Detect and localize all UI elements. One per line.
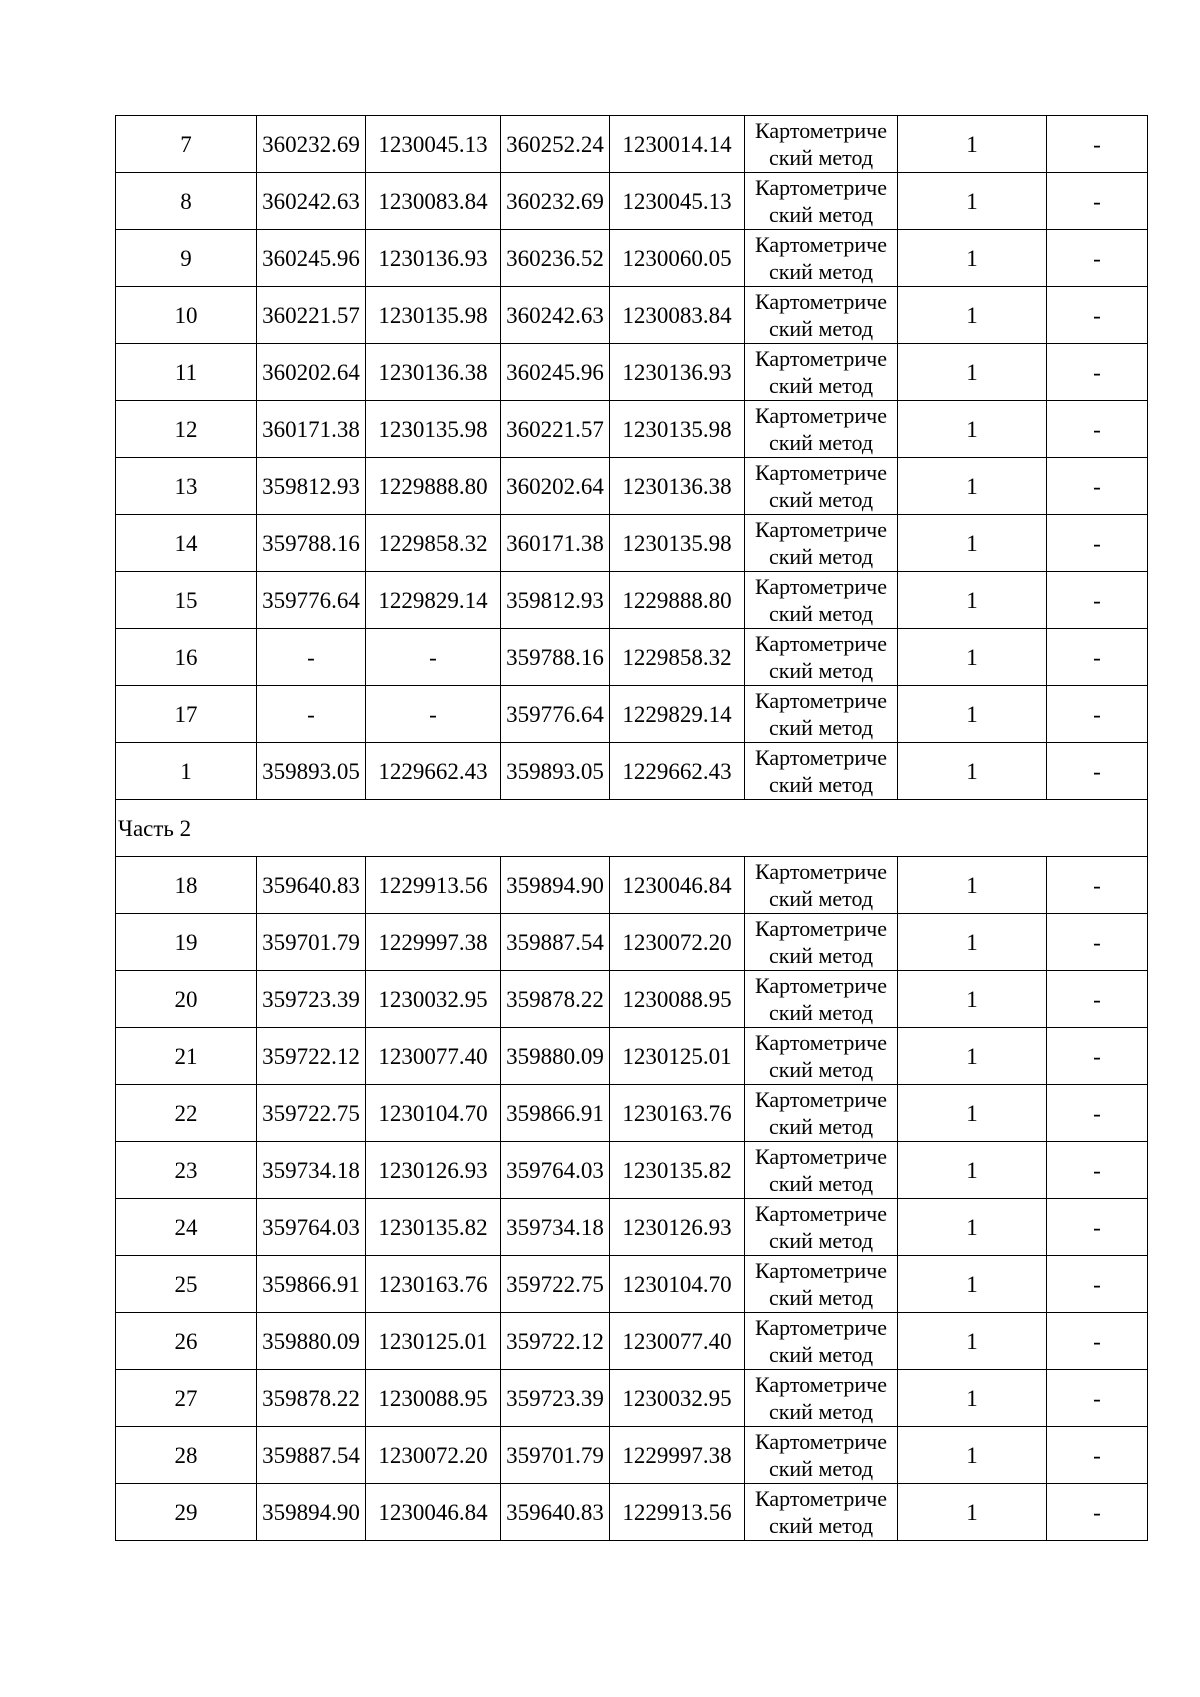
method-cell	[745, 1313, 898, 1370]
point-number-cell: 20	[116, 971, 257, 1028]
new-x-cell: 359722.75	[501, 1256, 610, 1313]
method-text-line2: ский метод	[768, 1399, 874, 1424]
note-cell: -	[1047, 1313, 1148, 1370]
new-y-cell: 1230135.98	[610, 401, 745, 458]
table-row	[116, 287, 1148, 344]
method-text-line1: Картометриче	[755, 1258, 887, 1283]
note-cell: -	[1047, 1484, 1148, 1541]
note-cell: -	[1047, 515, 1148, 572]
method-text-line2: ский метод	[768, 1171, 874, 1196]
table-row	[116, 572, 1148, 629]
new-y-cell: 1230014.14	[610, 116, 745, 173]
existing-y-cell: 1230126.93	[366, 1142, 501, 1199]
point-number-cell: 21	[116, 1028, 257, 1085]
method-text-line2: ский метод	[768, 1285, 874, 1310]
note-cell: -	[1047, 1085, 1148, 1142]
existing-y-cell: 1229888.80	[366, 458, 501, 515]
existing-y-cell: 1229662.43	[366, 743, 501, 800]
new-x-cell: 359887.54	[501, 914, 610, 971]
point-number-cell: 11	[116, 344, 257, 401]
table-row	[116, 857, 1148, 914]
method-text-line2: ский метод	[768, 544, 874, 569]
existing-y-cell: 1230104.70	[366, 1085, 501, 1142]
method-cell	[745, 1199, 898, 1256]
method-text-line2: ский метод	[768, 943, 874, 968]
existing-x-cell: 359722.12	[257, 1028, 366, 1085]
point-number-cell: 14	[116, 515, 257, 572]
method-cell	[745, 1142, 898, 1199]
method-cell	[745, 857, 898, 914]
existing-y-cell: 1230125.01	[366, 1313, 501, 1370]
point-number-cell: 10	[116, 287, 257, 344]
method-text-line2: ский метод	[768, 1342, 874, 1367]
point-number-cell: 8	[116, 173, 257, 230]
coordinates-table-body	[116, 116, 1148, 1541]
existing-x-cell: 359722.75	[257, 1085, 366, 1142]
method-cell	[745, 629, 898, 686]
new-x-cell: 360242.63	[501, 287, 610, 344]
method-cell	[745, 173, 898, 230]
method-text-line1: Картометриче	[755, 859, 887, 884]
note-cell: -	[1047, 1256, 1148, 1313]
method-text-line1: Картометриче	[755, 289, 887, 314]
accuracy-cell: 1	[898, 401, 1047, 458]
existing-y-cell: 1230135.98	[366, 287, 501, 344]
new-x-cell: 359764.03	[501, 1142, 610, 1199]
new-x-cell: 359893.05	[501, 743, 610, 800]
new-x-cell: 359880.09	[501, 1028, 610, 1085]
new-x-cell: 359812.93	[501, 572, 610, 629]
new-x-cell: 359776.64	[501, 686, 610, 743]
existing-x-cell: 359640.83	[257, 857, 366, 914]
method-text-line2: ский метод	[768, 145, 874, 170]
note-cell: -	[1047, 230, 1148, 287]
existing-x-cell: 359866.91	[257, 1256, 366, 1313]
point-number-cell: 22	[116, 1085, 257, 1142]
method-text-line1: Картометриче	[755, 1429, 887, 1454]
table-row	[116, 1427, 1148, 1484]
accuracy-cell: 1	[898, 629, 1047, 686]
new-y-cell: 1230135.82	[610, 1142, 745, 1199]
accuracy-cell: 1	[898, 1427, 1047, 1484]
note-cell: -	[1047, 287, 1148, 344]
method-cell	[745, 971, 898, 1028]
existing-x-cell: 359812.93	[257, 458, 366, 515]
existing-y-cell: 1230077.40	[366, 1028, 501, 1085]
method-cell	[745, 287, 898, 344]
existing-x-cell: -	[257, 629, 366, 686]
note-cell: -	[1047, 629, 1148, 686]
table-row	[116, 1313, 1148, 1370]
table-row	[116, 344, 1148, 401]
accuracy-cell: 1	[898, 458, 1047, 515]
existing-y-cell: 1230135.98	[366, 401, 501, 458]
existing-x-cell: 359893.05	[257, 743, 366, 800]
new-y-cell: 1230136.38	[610, 458, 745, 515]
accuracy-cell: 1	[898, 1484, 1047, 1541]
section-title: Часть 2	[116, 800, 1148, 857]
method-cell	[745, 344, 898, 401]
point-number-cell: 24	[116, 1199, 257, 1256]
new-y-cell: 1230104.70	[610, 1256, 745, 1313]
accuracy-cell: 1	[898, 515, 1047, 572]
point-number-cell: 15	[116, 572, 257, 629]
note-cell: -	[1047, 686, 1148, 743]
note-cell: -	[1047, 971, 1148, 1028]
new-y-cell: 1229829.14	[610, 686, 745, 743]
table-row	[116, 686, 1148, 743]
table-row	[116, 914, 1148, 971]
method-text-line2: ский метод	[768, 1513, 874, 1538]
coordinates-table	[115, 115, 1148, 1541]
method-cell	[745, 1370, 898, 1427]
method-text-line2: ский метод	[768, 772, 874, 797]
table-row	[116, 1256, 1148, 1313]
method-cell	[745, 1427, 898, 1484]
new-y-cell: 1230046.84	[610, 857, 745, 914]
point-number-cell: 23	[116, 1142, 257, 1199]
existing-y-cell: 1230072.20	[366, 1427, 501, 1484]
new-x-cell: 359734.18	[501, 1199, 610, 1256]
note-cell: -	[1047, 1028, 1148, 1085]
existing-y-cell: 1229829.14	[366, 572, 501, 629]
existing-x-cell: 359776.64	[257, 572, 366, 629]
point-number-cell: 9	[116, 230, 257, 287]
existing-x-cell: -	[257, 686, 366, 743]
table-row	[116, 1142, 1148, 1199]
table-row	[116, 1085, 1148, 1142]
existing-y-cell: 1230136.38	[366, 344, 501, 401]
accuracy-cell: 1	[898, 1199, 1047, 1256]
new-x-cell: 360245.96	[501, 344, 610, 401]
new-y-cell: 1229888.80	[610, 572, 745, 629]
method-text-line1: Картометриче	[755, 574, 887, 599]
existing-y-cell: 1230046.84	[366, 1484, 501, 1541]
method-text-line1: Картометриче	[755, 1144, 887, 1169]
existing-y-cell: -	[366, 686, 501, 743]
method-text-line2: ский метод	[768, 715, 874, 740]
method-text-line2: ский метод	[768, 886, 874, 911]
accuracy-cell: 1	[898, 914, 1047, 971]
method-text-line1: Картометриче	[755, 1486, 887, 1511]
method-text-line2: ский метод	[768, 1456, 874, 1481]
table-row	[116, 458, 1148, 515]
new-x-cell: 360252.24	[501, 116, 610, 173]
table-row	[116, 116, 1148, 173]
method-text-line1: Картометриче	[755, 1372, 887, 1397]
method-cell	[745, 1028, 898, 1085]
existing-y-cell: 1230083.84	[366, 173, 501, 230]
note-cell: -	[1047, 1427, 1148, 1484]
table-row	[116, 971, 1148, 1028]
method-cell	[745, 743, 898, 800]
existing-x-cell: 359701.79	[257, 914, 366, 971]
existing-x-cell: 360245.96	[257, 230, 366, 287]
existing-y-cell: 1229913.56	[366, 857, 501, 914]
existing-x-cell: 359887.54	[257, 1427, 366, 1484]
new-y-cell: 1230060.05	[610, 230, 745, 287]
table-row	[116, 1370, 1148, 1427]
accuracy-cell: 1	[898, 344, 1047, 401]
accuracy-cell: 1	[898, 1256, 1047, 1313]
method-text-line2: ский метод	[768, 316, 874, 341]
accuracy-cell: 1	[898, 173, 1047, 230]
method-text-line2: ский метод	[768, 1228, 874, 1253]
existing-x-cell: 359764.03	[257, 1199, 366, 1256]
point-number-cell: 16	[116, 629, 257, 686]
new-y-cell: 1230083.84	[610, 287, 745, 344]
accuracy-cell: 1	[898, 116, 1047, 173]
existing-y-cell: 1229997.38	[366, 914, 501, 971]
new-y-cell: 1230077.40	[610, 1313, 745, 1370]
table-row	[116, 515, 1148, 572]
method-text-line2: ский метод	[768, 1114, 874, 1139]
new-x-cell: 360236.52	[501, 230, 610, 287]
method-text-line2: ский метод	[768, 487, 874, 512]
new-y-cell: 1229662.43	[610, 743, 745, 800]
method-cell	[745, 515, 898, 572]
point-number-cell: 18	[116, 857, 257, 914]
point-number-cell: 29	[116, 1484, 257, 1541]
new-y-cell: 1230088.95	[610, 971, 745, 1028]
note-cell: -	[1047, 743, 1148, 800]
method-text-line2: ский метод	[768, 601, 874, 626]
point-number-cell: 26	[116, 1313, 257, 1370]
note-cell: -	[1047, 1142, 1148, 1199]
existing-x-cell: 360202.64	[257, 344, 366, 401]
new-x-cell: 359723.39	[501, 1370, 610, 1427]
new-y-cell: 1230126.93	[610, 1199, 745, 1256]
method-text-line1: Картометриче	[755, 1201, 887, 1226]
accuracy-cell: 1	[898, 971, 1047, 1028]
new-x-cell: 359878.22	[501, 971, 610, 1028]
point-number-cell: 19	[116, 914, 257, 971]
new-x-cell: 359701.79	[501, 1427, 610, 1484]
note-cell: -	[1047, 914, 1148, 971]
existing-x-cell: 359878.22	[257, 1370, 366, 1427]
accuracy-cell: 1	[898, 857, 1047, 914]
new-x-cell: 359788.16	[501, 629, 610, 686]
note-cell: -	[1047, 1199, 1148, 1256]
existing-x-cell: 360171.38	[257, 401, 366, 458]
new-y-cell: 1230136.93	[610, 344, 745, 401]
accuracy-cell: 1	[898, 1370, 1047, 1427]
existing-x-cell: 359880.09	[257, 1313, 366, 1370]
method-cell	[745, 914, 898, 971]
point-number-cell: 17	[116, 686, 257, 743]
existing-y-cell: -	[366, 629, 501, 686]
existing-y-cell: 1230032.95	[366, 971, 501, 1028]
method-cell	[745, 230, 898, 287]
new-y-cell: 1229913.56	[610, 1484, 745, 1541]
new-y-cell: 1230163.76	[610, 1085, 745, 1142]
new-y-cell: 1229858.32	[610, 629, 745, 686]
method-text-line2: ский метод	[768, 1057, 874, 1082]
new-x-cell: 360202.64	[501, 458, 610, 515]
existing-x-cell: 360221.57	[257, 287, 366, 344]
new-y-cell: 1230032.95	[610, 1370, 745, 1427]
table-row	[116, 401, 1148, 458]
accuracy-cell: 1	[898, 230, 1047, 287]
method-cell	[745, 458, 898, 515]
method-text-line1: Картометриче	[755, 1030, 887, 1055]
point-number-cell: 13	[116, 458, 257, 515]
method-cell	[745, 686, 898, 743]
existing-y-cell: 1230163.76	[366, 1256, 501, 1313]
table-row	[116, 173, 1148, 230]
method-cell	[745, 1085, 898, 1142]
method-text-line1: Картометриче	[755, 973, 887, 998]
method-text-line1: Картометриче	[755, 916, 887, 941]
note-cell: -	[1047, 458, 1148, 515]
new-x-cell: 359722.12	[501, 1313, 610, 1370]
existing-x-cell: 359894.90	[257, 1484, 366, 1541]
existing-x-cell: 359788.16	[257, 515, 366, 572]
accuracy-cell: 1	[898, 1142, 1047, 1199]
method-cell	[745, 572, 898, 629]
table-row	[116, 230, 1148, 287]
new-y-cell: 1229997.38	[610, 1427, 745, 1484]
method-text-line1: Картометриче	[755, 1087, 887, 1112]
method-text-line1: Картометриче	[755, 517, 887, 542]
accuracy-cell: 1	[898, 686, 1047, 743]
new-x-cell: 359640.83	[501, 1484, 610, 1541]
new-x-cell: 359866.91	[501, 1085, 610, 1142]
point-number-cell: 27	[116, 1370, 257, 1427]
table-row	[116, 1199, 1148, 1256]
method-text-line1: Картометриче	[755, 403, 887, 428]
method-cell	[745, 1256, 898, 1313]
new-x-cell: 360221.57	[501, 401, 610, 458]
method-text-line1: Картометриче	[755, 118, 887, 143]
existing-y-cell: 1230135.82	[366, 1199, 501, 1256]
note-cell: -	[1047, 401, 1148, 458]
method-text-line1: Картометриче	[755, 631, 887, 656]
table-row	[116, 629, 1148, 686]
method-text-line2: ский метод	[768, 373, 874, 398]
new-y-cell: 1230072.20	[610, 914, 745, 971]
method-text-line1: Картометриче	[755, 175, 887, 200]
method-text-line1: Картометриче	[755, 745, 887, 770]
existing-y-cell: 1230136.93	[366, 230, 501, 287]
existing-x-cell: 360232.69	[257, 116, 366, 173]
method-text-line1: Картометриче	[755, 460, 887, 485]
point-number-cell: 7	[116, 116, 257, 173]
accuracy-cell: 1	[898, 1085, 1047, 1142]
point-number-cell: 25	[116, 1256, 257, 1313]
accuracy-cell: 1	[898, 572, 1047, 629]
method-text-line1: Картометриче	[755, 688, 887, 713]
accuracy-cell: 1	[898, 1028, 1047, 1085]
existing-y-cell: 1229858.32	[366, 515, 501, 572]
method-cell	[745, 401, 898, 458]
note-cell: -	[1047, 1370, 1148, 1427]
accuracy-cell: 1	[898, 743, 1047, 800]
table-row	[116, 1028, 1148, 1085]
note-cell: -	[1047, 344, 1148, 401]
note-cell: -	[1047, 857, 1148, 914]
accuracy-cell: 1	[898, 1313, 1047, 1370]
method-text-line2: ский метод	[768, 202, 874, 227]
table-row	[116, 1484, 1148, 1541]
new-y-cell: 1230135.98	[610, 515, 745, 572]
method-text-line2: ский метод	[768, 658, 874, 683]
method-text-line1: Картометриче	[755, 1315, 887, 1340]
method-text-line2: ский метод	[768, 259, 874, 284]
new-y-cell: 1230045.13	[610, 173, 745, 230]
existing-x-cell: 359723.39	[257, 971, 366, 1028]
method-text-line1: Картометриче	[755, 346, 887, 371]
accuracy-cell: 1	[898, 287, 1047, 344]
existing-y-cell: 1230088.95	[366, 1370, 501, 1427]
note-cell: -	[1047, 116, 1148, 173]
existing-x-cell: 359734.18	[257, 1142, 366, 1199]
new-x-cell: 359894.90	[501, 857, 610, 914]
method-cell	[745, 1484, 898, 1541]
new-x-cell: 360232.69	[501, 173, 610, 230]
note-cell: -	[1047, 572, 1148, 629]
method-text-line1: Картометриче	[755, 232, 887, 257]
table-row	[116, 743, 1148, 800]
existing-x-cell: 360242.63	[257, 173, 366, 230]
method-cell	[745, 116, 898, 173]
point-number-cell: 28	[116, 1427, 257, 1484]
method-text-line2: ский метод	[768, 1000, 874, 1025]
new-y-cell: 1230125.01	[610, 1028, 745, 1085]
new-x-cell: 360171.38	[501, 515, 610, 572]
existing-y-cell: 1230045.13	[366, 116, 501, 173]
point-number-cell: 1	[116, 743, 257, 800]
point-number-cell: 12	[116, 401, 257, 458]
note-cell: -	[1047, 173, 1148, 230]
method-text-line2: ский метод	[768, 430, 874, 455]
section-header-row	[116, 800, 1148, 857]
